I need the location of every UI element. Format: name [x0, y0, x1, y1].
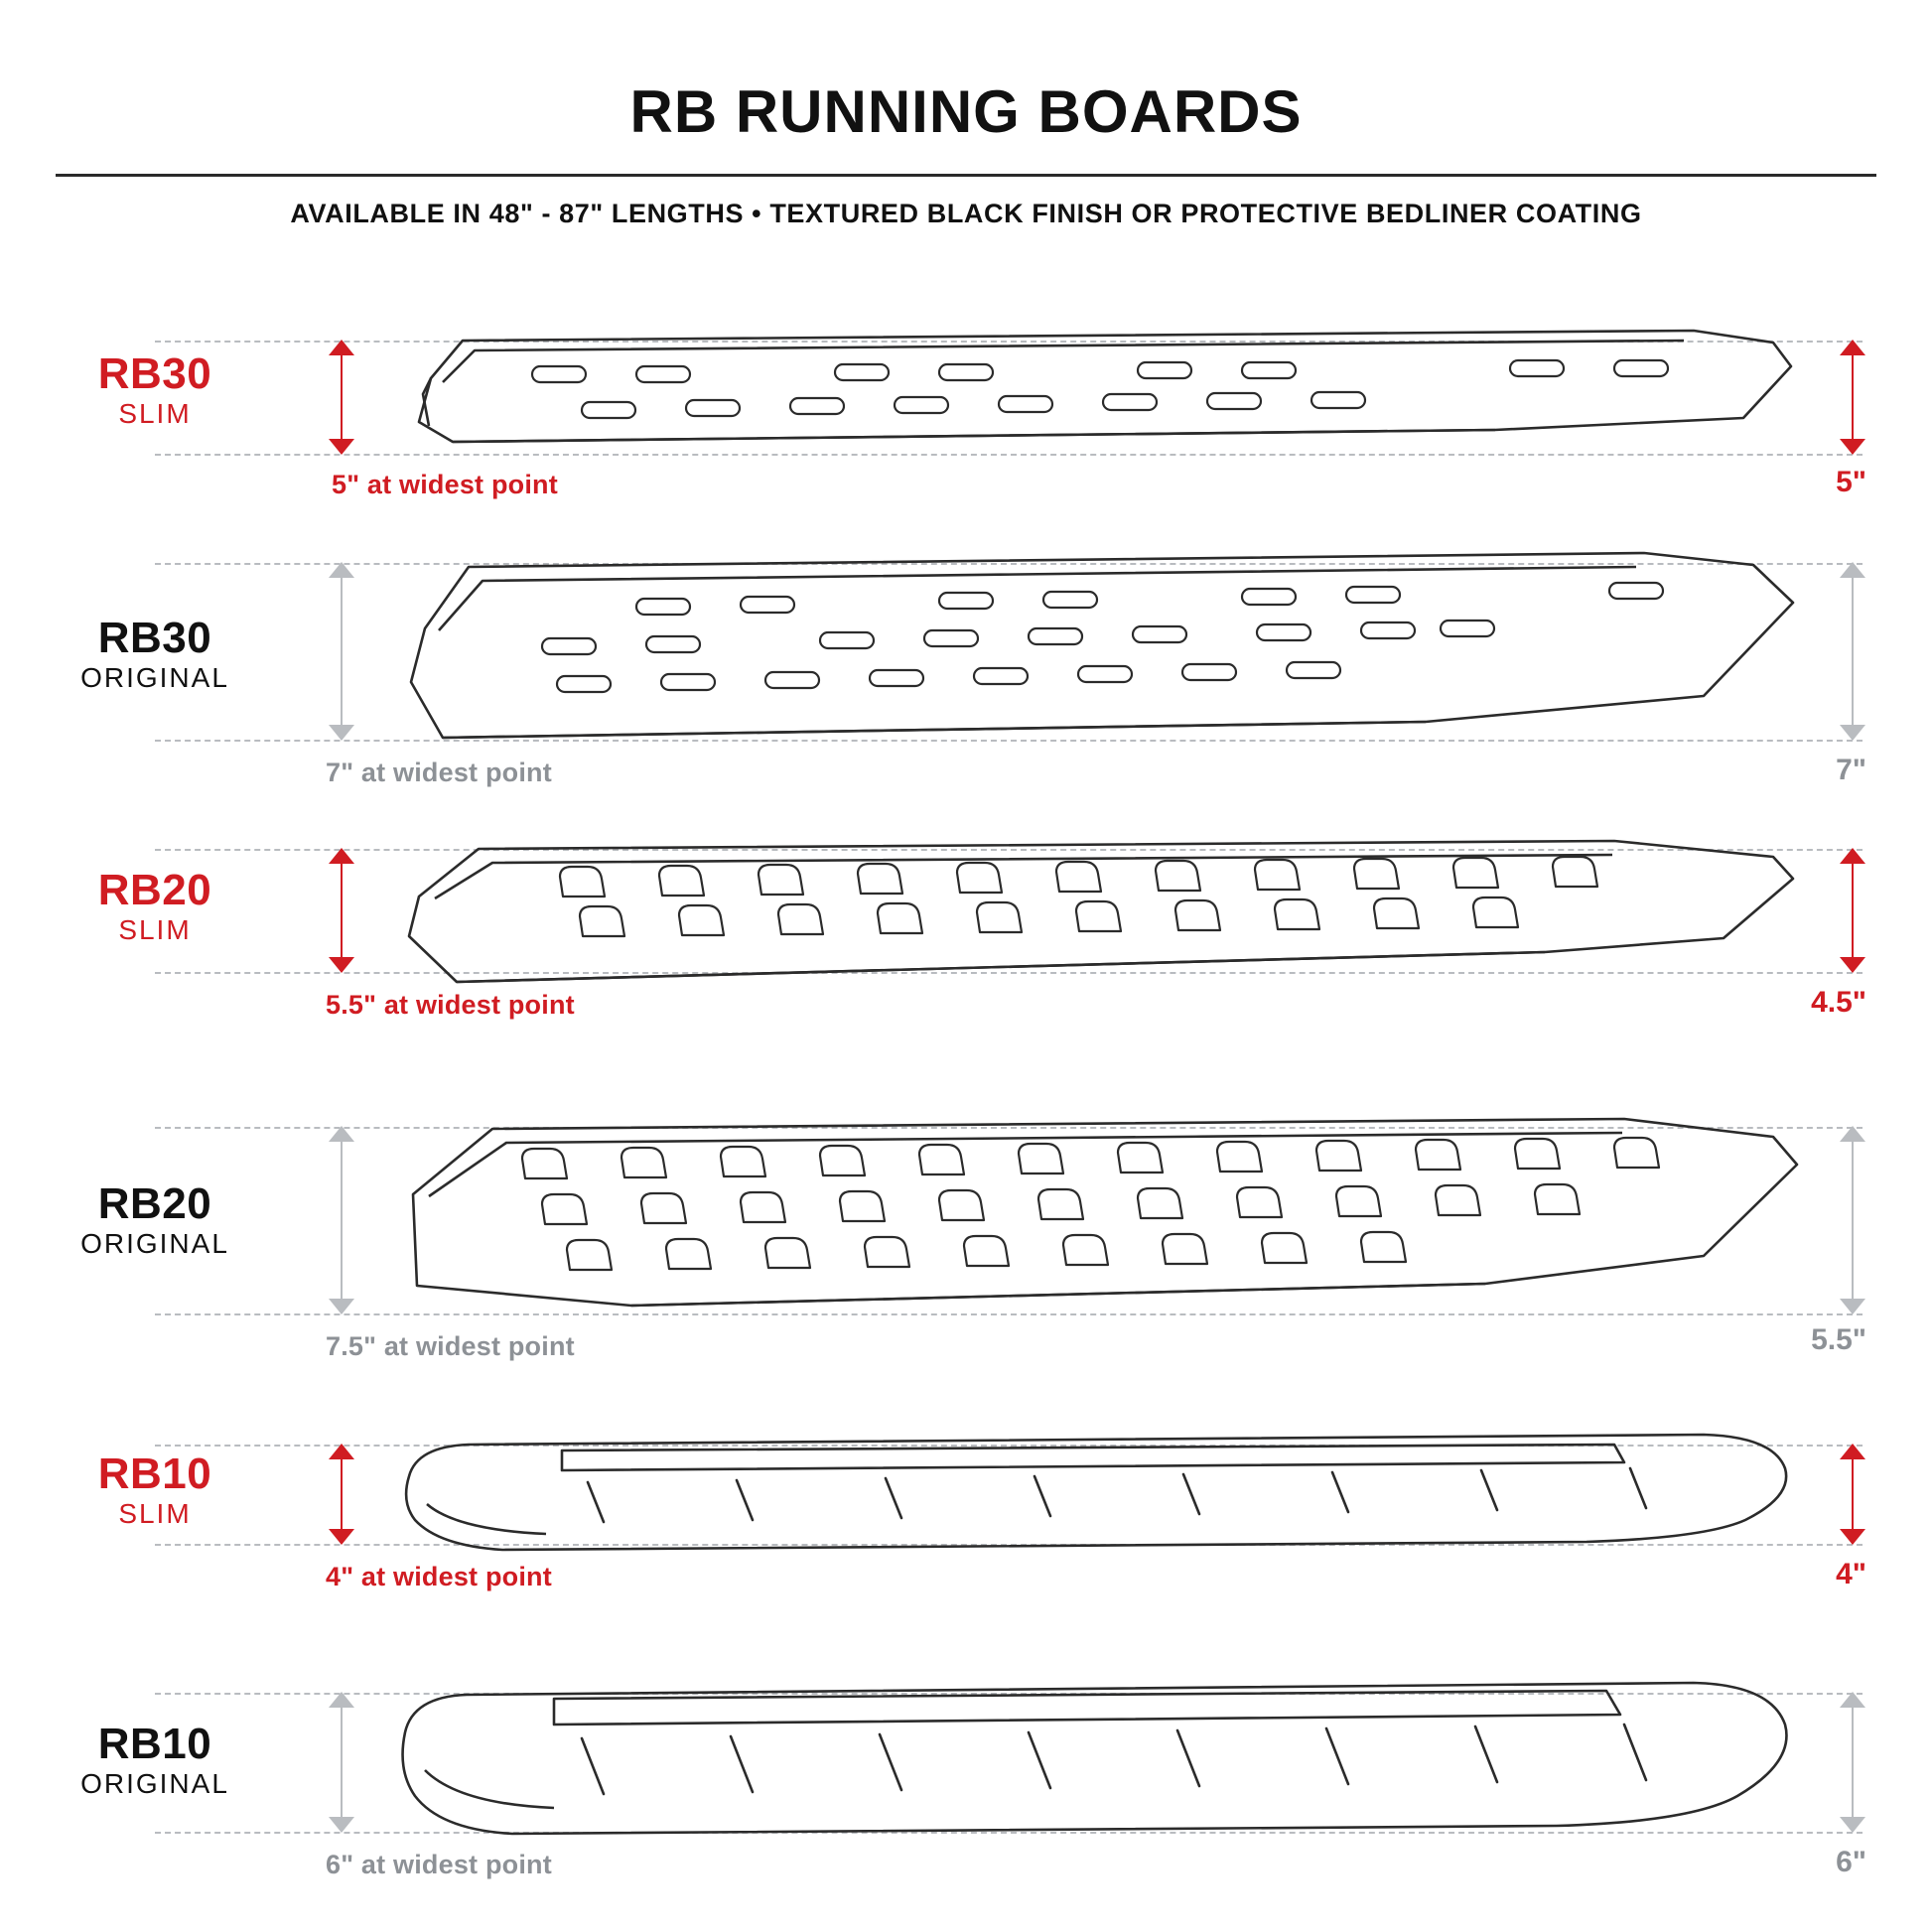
width-arrow-rb10-original	[322, 1693, 361, 1832]
arrow-head-down-icon	[329, 1817, 354, 1833]
board-name: RB20	[97, 866, 212, 914]
width-arrow-rb20-slim	[322, 849, 361, 972]
board-row-rb20-original	[56, 1085, 1876, 1403]
board-row-rb20-slim	[56, 807, 1876, 1085]
board-variant: ORIGINAL	[80, 1767, 229, 1799]
board-illustration-rb10-slim	[383, 1427, 1813, 1566]
board-row-rb30-original	[56, 519, 1876, 807]
arrow-head-down-icon	[1840, 1299, 1865, 1314]
depth-note-rb30-original: 7"	[1836, 754, 1866, 786]
board-row-rb10-original	[56, 1651, 1876, 1899]
page-subtitle: AVAILABLE IN 48" - 87" LENGTHS • TEXTURED BLACK FINISH OR PROTECTIVE BEDLINER COATING	[290, 199, 1642, 228]
board-row-rb30-slim	[56, 271, 1876, 519]
board-label-rb30-original	[56, 614, 254, 694]
depth-arrow-rb20-slim	[1833, 849, 1872, 972]
depth-arrow-rb30-original	[1833, 563, 1872, 740]
arrow-head-up-icon	[1840, 1444, 1865, 1459]
arrow-shaft	[341, 563, 343, 740]
arrow-head-down-icon	[329, 1299, 354, 1314]
board-variant: ORIGINAL	[80, 1227, 229, 1259]
width-arrow-rb30-original	[322, 563, 361, 740]
depth-arrow-rb30-slim	[1833, 341, 1872, 454]
arrow-head-down-icon	[1840, 725, 1865, 741]
arrow-head-down-icon	[329, 725, 354, 741]
arrow-shaft	[1852, 849, 1854, 972]
arrow-head-up-icon	[329, 848, 354, 864]
board-variant: SLIM	[118, 397, 192, 429]
board-label-rb10-original	[56, 1720, 254, 1800]
width-arrow-rb20-original	[322, 1127, 361, 1313]
width-note-rb10-slim: 4" at widest point	[326, 1562, 552, 1591]
board-label-rb30-slim	[56, 349, 254, 430]
width-arrow-rb30-slim	[322, 341, 361, 454]
depth-arrow-rb10-slim	[1833, 1445, 1872, 1544]
arrow-head-up-icon	[1840, 340, 1865, 355]
board-illustration-rb30-original	[383, 543, 1813, 761]
arrow-head-down-icon	[1840, 1817, 1865, 1833]
arrow-head-down-icon	[329, 1529, 354, 1545]
width-note-rb20-original: 7.5" at widest point	[326, 1331, 575, 1361]
board-illustration-rb20-slim	[383, 829, 1813, 998]
arrow-head-up-icon	[1840, 1692, 1865, 1708]
board-label-rb20-slim	[56, 866, 254, 946]
board-illustration-rb10-original	[383, 1675, 1813, 1854]
depth-arrow-rb10-original	[1833, 1693, 1872, 1832]
arrow-head-up-icon	[329, 1444, 354, 1459]
arrow-head-down-icon	[329, 957, 354, 973]
board-rows	[56, 271, 1876, 1899]
page-title: RB RUNNING BOARDS	[629, 78, 1303, 145]
arrow-head-down-icon	[329, 439, 354, 455]
board-row-rb10-slim	[56, 1403, 1876, 1651]
arrow-head-up-icon	[1840, 1126, 1865, 1142]
depth-note-rb20-slim: 4.5"	[1811, 986, 1866, 1019]
board-name: RB30	[97, 614, 212, 662]
depth-arrow-rb20-original	[1833, 1127, 1872, 1313]
arrow-shaft	[1852, 1127, 1854, 1313]
board-name: RB20	[97, 1179, 212, 1228]
board-name: RB30	[97, 349, 212, 398]
board-name: RB10	[97, 1720, 212, 1768]
arrow-head-down-icon	[1840, 957, 1865, 973]
board-illustration-rb30-slim	[383, 323, 1813, 474]
board-label-rb10-slim	[56, 1449, 254, 1530]
width-note-rb30-original: 7" at widest point	[326, 758, 552, 787]
arrow-head-up-icon	[329, 1692, 354, 1708]
board-name: RB10	[97, 1449, 212, 1498]
arrow-head-up-icon	[1840, 562, 1865, 578]
arrow-shaft	[341, 1693, 343, 1832]
width-note-rb30-slim: 5" at widest point	[332, 470, 558, 499]
depth-note-rb30-slim: 5"	[1836, 466, 1866, 498]
arrow-head-down-icon	[1840, 439, 1865, 455]
arrow-head-up-icon	[329, 562, 354, 578]
arrow-shaft	[1852, 563, 1854, 740]
width-note-rb20-slim: 5.5" at widest point	[326, 990, 575, 1020]
board-illustration-rb20-original	[383, 1107, 1813, 1337]
arrow-shaft	[341, 849, 343, 972]
depth-note-rb20-original: 5.5"	[1811, 1323, 1866, 1356]
arrow-head-up-icon	[329, 340, 354, 355]
board-variant: ORIGINAL	[80, 661, 229, 693]
arrow-head-up-icon	[1840, 848, 1865, 864]
board-variant: SLIM	[118, 913, 192, 945]
board-variant: SLIM	[118, 1497, 192, 1529]
arrow-head-down-icon	[1840, 1529, 1865, 1545]
depth-note-rb10-slim: 4"	[1836, 1558, 1866, 1590]
depth-note-rb10-original: 6"	[1836, 1846, 1866, 1878]
width-arrow-rb10-slim	[322, 1445, 361, 1544]
board-label-rb20-original	[56, 1179, 254, 1260]
arrow-shaft	[341, 341, 343, 454]
arrow-shaft	[1852, 341, 1854, 454]
width-note-rb10-original: 6" at widest point	[326, 1850, 552, 1879]
arrow-shaft	[341, 1127, 343, 1313]
arrow-head-up-icon	[329, 1126, 354, 1142]
arrow-shaft	[1852, 1693, 1854, 1832]
